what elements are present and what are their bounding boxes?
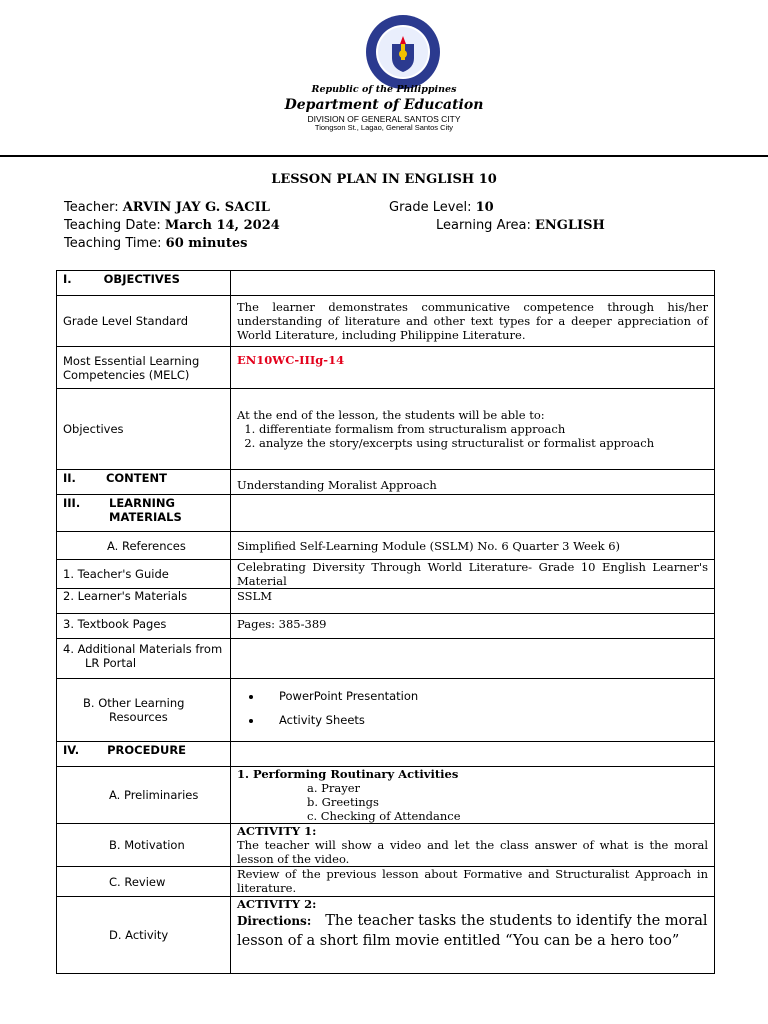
other-resources-row (57, 679, 715, 742)
references-label: A. References (57, 532, 231, 560)
resource-item: • PowerPoint Presentation (263, 689, 708, 703)
objectives-value: At the end of the lesson, the students will be able to: 1. differentiate formalism from structuralism approach 2. analyze the story/excerpts using structuralist or formalist approach (231, 389, 715, 470)
resource-item: • Activity Sheets (263, 713, 708, 727)
activity-row (57, 897, 715, 974)
republic-line: Republic of the Philippines (311, 84, 457, 95)
motivation-value: ACTIVITY 1: The teacher will show a video and let the class answer of what is the moral lesson of the video. (231, 824, 715, 867)
melc-label: Most Essential Learning Competencies (MELC) (57, 347, 231, 389)
melc-value: EN10WC-IIIg-14 (231, 347, 715, 389)
activity-label: D. Activity (57, 897, 231, 974)
division-address: Tiongson St., Lagao, General Santos City (314, 123, 454, 132)
date-line: Teaching Date: March 14, 2024 (64, 218, 280, 233)
gls-label: Grade Level Standard (57, 296, 231, 347)
preliminaries-value: 1. Performing Routinary Activities a. Prayer b. Greetings c. Checking of Attendance (231, 767, 715, 824)
review-label: C. Review (57, 867, 231, 897)
deped-seal-logo (365, 14, 441, 90)
area-value: ENGLISH (535, 218, 605, 233)
preliminaries-label: A. Preliminaries (57, 767, 231, 824)
objective-item: 1. differentiate formalism from structuralism approach (259, 422, 708, 436)
other-resources-value (231, 679, 715, 742)
header-divider (0, 155, 768, 157)
area-line: Learning Area: ENGLISH (436, 218, 605, 233)
gls-value: The learner demonstrates communicative competence through his/her understanding of literature and other text types for a deeper appreciation of World Literature, including Philippine Literature. (231, 296, 715, 347)
learners-materials-label: 2. Learner's Materials (57, 589, 231, 614)
lesson-plan-table (56, 270, 715, 974)
gls-row (57, 296, 715, 347)
time-line: Teaching Time: 60 minutes (64, 236, 248, 251)
references-value: Simplified Self-Learning Module (SSLM) No. 6 Quarter 3 Week 6) (231, 532, 715, 560)
motivation-row (57, 824, 715, 867)
teacher-line: Teacher: ARVIN JAY G. SACIL (64, 200, 270, 215)
melc-row (57, 347, 715, 389)
prelim-item: a. Prayer (307, 781, 361, 795)
additional-materials-row (57, 639, 715, 679)
objective-item: 2. analyze the story/excerpts using structuralist or formalist approach (259, 436, 708, 450)
time-value: 60 minutes (165, 236, 248, 251)
grade-line: Grade Level: 10 (389, 200, 494, 215)
learning-materials-heading: III. LEARNING MATERIALS (57, 495, 231, 532)
additional-materials-label: 4. Additional Materials from LR Portal (57, 639, 231, 679)
teachers-guide-value: Celebrating Diversity Through World Literature- Grade 10 English Learner's Material (231, 560, 715, 589)
division-name: DIVISION OF GENERAL SANTOS CITY (307, 114, 461, 124)
content-value: Understanding Moralist Approach (231, 470, 715, 495)
learners-materials-value: SSLM (231, 589, 715, 614)
preliminaries-row (57, 767, 715, 824)
motivation-label: B. Motivation (57, 824, 231, 867)
teachers-guide-label: 1. Teacher's Guide (57, 560, 231, 589)
objectives-label: Objectives (57, 389, 231, 470)
learning-materials-row (57, 495, 715, 532)
other-resources-label: B. Other Learning Resources (57, 679, 231, 742)
teachers-guide-row (57, 560, 715, 589)
teacher-name: ARVIN JAY G. SACIL (122, 200, 270, 215)
page-title: LESSON PLAN IN ENGLISH 10 (271, 172, 497, 187)
references-row (57, 532, 715, 560)
content-row (57, 470, 715, 495)
textbook-pages-label: 3. Textbook Pages (57, 614, 231, 639)
objectives-heading: I. OBJECTIVES (57, 271, 231, 296)
objectives-detail-row (57, 389, 715, 470)
prelim-item: b. Greetings (307, 795, 379, 809)
prelim-item: c. Checking of Attendance (307, 809, 461, 823)
review-row (57, 867, 715, 897)
textbook-pages-value: Pages: 385-389 (231, 614, 715, 639)
review-value: Review of the previous lesson about Formative and Structuralist Approach in literature. (231, 867, 715, 897)
date-value: March 14, 2024 (164, 218, 280, 233)
activity-value: ACTIVITY 2: Directions: The teacher tasks the students to identify the moral lesson of a short film movie entitled “You can be a hero too” (231, 897, 715, 974)
objectives-row (57, 271, 715, 296)
learners-materials-row (57, 589, 715, 614)
department-name: Department of Education (284, 97, 484, 113)
procedure-row (57, 742, 715, 767)
textbook-pages-row (57, 614, 715, 639)
procedure-heading: IV. PROCEDURE (57, 742, 231, 767)
content-heading: II. CONTENT (57, 470, 231, 495)
grade-value: 10 (475, 200, 494, 215)
